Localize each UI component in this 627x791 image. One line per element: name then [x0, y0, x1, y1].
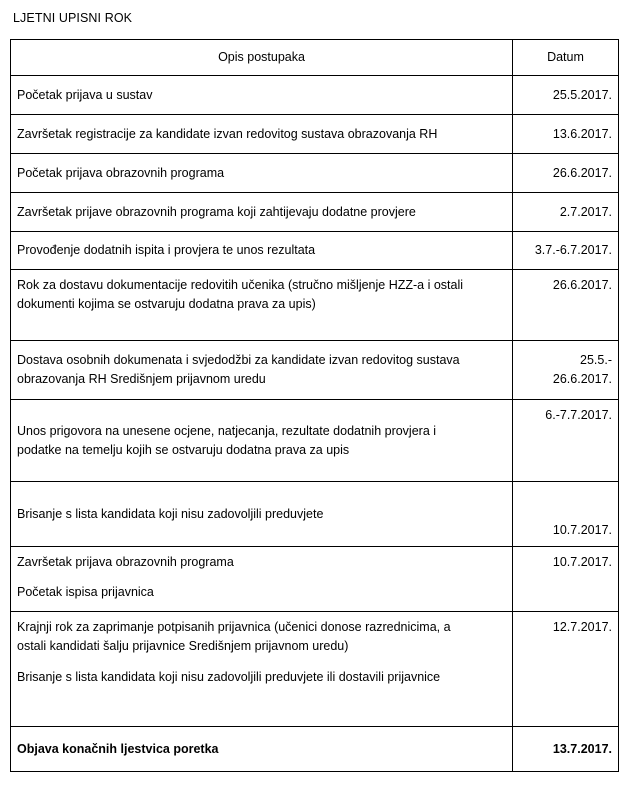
row-description-line: Brisanje s lista kandidata koji nisu zadovoljili preduvjete ili dostavili prijavnice	[17, 670, 441, 684]
row-date: 2.7.2017.	[513, 193, 619, 232]
row-description	[11, 547, 513, 612]
column-header-description: Opis postupaka	[11, 40, 513, 76]
row-date: 3.7.-6.7.2017.	[513, 232, 619, 270]
page-title: LJETNI UPISNI ROK	[13, 11, 133, 25]
column-header-date: Datum	[513, 40, 619, 76]
row-description-line: Rok za dostavu dokumentacije redovitih učenika (stručno mišljenje HZZ-a i ostali	[17, 278, 464, 292]
row-date: 26.6.2017.	[513, 154, 619, 193]
row-description-line: Krajnji rok za zaprimanje potpisanih prijavnica (učenici donose razrednicima, a	[17, 620, 451, 634]
row-description: Završetak registracije za kandidate izvan redovitog sustava obrazovanja RH	[11, 115, 513, 154]
row-date: 25.5.2017.	[513, 76, 619, 115]
row-description-line: Završetak prijava obrazovnih programa	[17, 555, 234, 569]
table-row	[11, 232, 619, 270]
row-description-line: dokumenti kojima se ostvaruju dodatna prava za upis)	[17, 297, 316, 311]
schedule-table	[10, 39, 619, 772]
row-date: 13.6.2017.	[513, 115, 619, 154]
table-row	[11, 193, 619, 232]
row-description: Početak prijava u sustav	[11, 76, 513, 115]
row-description: Brisanje s lista kandidata koji nisu zadovoljili preduvjete	[11, 482, 513, 547]
row-date-line: 25.5.-	[580, 353, 612, 367]
table-row	[11, 727, 619, 772]
row-description-line: Unos prigovora na unesene ocjene, natjecanja, rezultate dodatnih provjera i	[17, 423, 437, 438]
table-header-row	[11, 40, 619, 76]
row-date: 10.7.2017.	[513, 482, 619, 547]
row-description	[11, 400, 513, 482]
row-description-line: obrazovanja RH Središnjem prijavnom uredu	[17, 372, 266, 386]
table-row	[11, 115, 619, 154]
row-date: 6.-7.7.2017.	[513, 400, 619, 482]
table-row	[11, 76, 619, 115]
row-description-line: ostali kandidati šalju prijavnice Središnjem prijavnom uredu)	[17, 639, 349, 653]
table-row	[11, 154, 619, 193]
table-row	[11, 547, 619, 612]
row-date-line: 26.6.2017.	[552, 372, 612, 386]
row-date: 26.6.2017.	[513, 270, 619, 341]
table-row	[11, 612, 619, 727]
row-description: Početak prijava obrazovnih programa	[11, 154, 513, 193]
row-date	[513, 341, 619, 400]
row-date: 12.7.2017.	[513, 612, 619, 727]
table-row	[11, 270, 619, 341]
row-description	[11, 612, 513, 727]
row-description-line: Početak ispisa prijavnica	[17, 585, 154, 599]
row-description: Provođenje dodatnih ispita i provjera te unos rezultata	[11, 232, 513, 270]
table-row	[11, 341, 619, 400]
table-row	[11, 400, 619, 482]
row-description-line: podatke na temelju kojih se ostvaruju dodatna prava za upis	[17, 442, 350, 457]
row-description: Završetak prijave obrazovnih programa koji zahtijevaju dodatne provjere	[11, 193, 513, 232]
row-description	[11, 270, 513, 341]
row-description: Objava konačnih ljestvica poretka	[11, 727, 513, 772]
table-row	[11, 482, 619, 547]
row-date: 10.7.2017.	[513, 547, 619, 612]
row-description	[11, 341, 513, 400]
row-date: 13.7.2017.	[513, 727, 619, 772]
row-description-line: Dostava osobnih dokumenata i svjedodžbi za kandidate izvan redovitog sustava	[17, 353, 460, 367]
